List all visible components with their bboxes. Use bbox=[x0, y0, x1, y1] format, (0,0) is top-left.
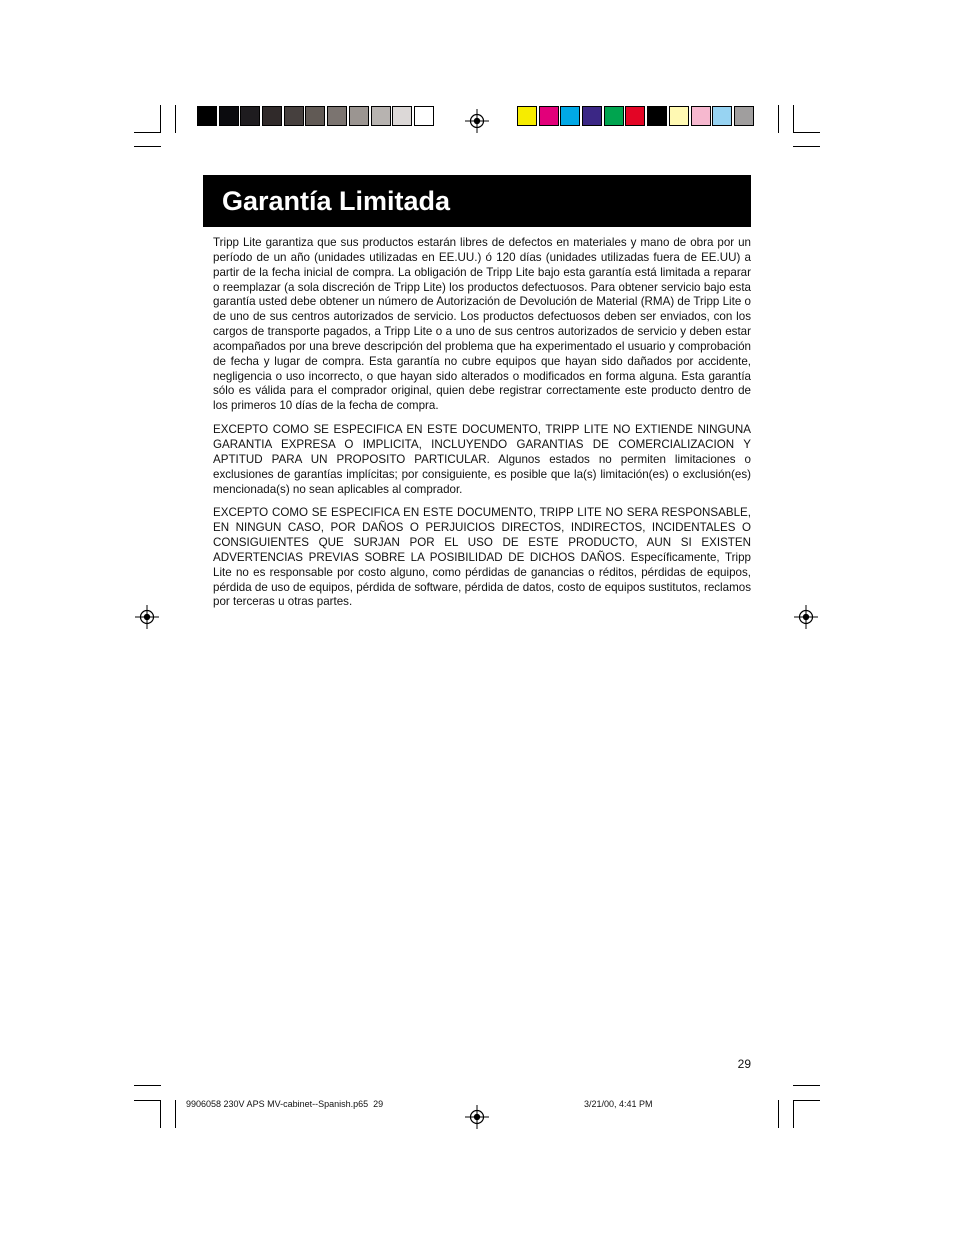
crop-mark bbox=[134, 1085, 161, 1086]
color-swatch bbox=[539, 106, 559, 126]
crop-mark bbox=[175, 105, 176, 133]
paragraph-implied-warranty-disclaimer: EXCEPTO COMO SE ESPECIFICA EN ESTE DOCUMENTO, TRIPP LITE NO EXTIENDE NINGUNA GARANTIA EXPRESA O IMPLICITA, INCLUYENDO GARANTIAS DE COMERCIALIZACION Y APTITUD PARA UN PROPOSITO PARTICULAR. Algunos estados no permiten limitaciones o exclusiones de garantías implícitas; por consiguiente, es posible que la(s) limitación(es) o exclusión(es) mencionada(s) no sean aplicables al comprador. bbox=[213, 423, 751, 496]
footer-file-name bbox=[186, 1099, 383, 1109]
crop-mark bbox=[793, 146, 820, 147]
color-swatch bbox=[414, 106, 434, 126]
grayscale-swatch-strip bbox=[197, 106, 436, 126]
color-swatch bbox=[392, 106, 412, 126]
color-swatch bbox=[349, 106, 369, 126]
warranty-body bbox=[213, 236, 751, 619]
registration-mark-icon bbox=[794, 605, 818, 629]
color-swatch bbox=[647, 106, 667, 126]
footer-timestamp: 3/21/00, 4:41 PM bbox=[584, 1099, 653, 1109]
color-swatch bbox=[517, 106, 537, 126]
crop-mark bbox=[793, 1100, 820, 1101]
footer-file-page: 29 bbox=[373, 1099, 384, 1109]
crop-mark bbox=[793, 132, 820, 133]
color-swatch bbox=[625, 106, 645, 126]
registration-mark-icon bbox=[465, 1105, 489, 1129]
color-swatch bbox=[371, 106, 391, 126]
paragraph-liability-limitation: EXCEPTO COMO SE ESPECIFICA EN ESTE DOCUMENTO, TRIPP LITE NO SERA RESPONSABLE, EN NINGUN CASO, POR DAÑOS O PERJUICIOS DIRECTOS, INDIRECTOS, INCIDENTALES O CONSIGUIENTES QUE SURJAN POR EL USO DE ESTE PRODUCTO, AUN SI EXISTEN ADVERTENCIAS PREVIAS SOBRE LA POSIBILIDAD DE DICHOS DAÑOS. Específicamente, Tripp Lite no es responsable por costo alguno, como pérdidas de ganancias o réditos, pérdidas de equipos, pérdida de uso de equipos, pérdida de software, pérdida de datos, costo de equipos sustitutos, reclamos por terceras u otras partes. bbox=[213, 506, 751, 609]
page-number: 29 bbox=[737, 1057, 751, 1071]
crop-mark bbox=[778, 105, 779, 133]
registration-mark-icon bbox=[465, 109, 489, 133]
crop-mark bbox=[134, 1100, 161, 1101]
registration-mark-icon bbox=[135, 605, 159, 629]
color-swatch-strip bbox=[517, 106, 756, 126]
color-swatch bbox=[284, 106, 304, 126]
color-swatch bbox=[669, 106, 689, 126]
color-swatch bbox=[240, 106, 260, 126]
footer-file-name-text: 9906058 230V APS MV-cabinet--Spanish.p65 bbox=[186, 1099, 369, 1109]
color-swatch bbox=[734, 106, 754, 126]
crop-mark bbox=[793, 105, 794, 133]
color-swatch bbox=[582, 106, 602, 126]
crop-mark bbox=[793, 1085, 820, 1086]
color-swatch bbox=[691, 106, 711, 126]
color-swatch bbox=[262, 106, 282, 126]
color-swatch bbox=[219, 106, 239, 126]
crop-mark bbox=[175, 1100, 176, 1128]
crop-mark bbox=[160, 1100, 161, 1128]
crop-mark bbox=[778, 1100, 779, 1128]
color-swatch bbox=[560, 106, 580, 126]
paragraph-warranty-terms: Tripp Lite garantiza que sus productos estarán libres de defectos en materiales y mano de obra por un período de un año (unidades utilizadas en EE.UU.) ó 120 días (unidades utilizadas fuera de EE.UU) a partir de la fecha inicial de compra. La obligación de Tripp Lite bajo esta garantía está limitada a reparar o reemplazar (a sola discreción de Tripp Lite) los productos defectuosos. Para obtener servicio bajo esta garantía usted debe obtener un número de Autorización de Devolución de Material (RMA) de Tripp Lite o de uno de sus centros autorizados de servicio. Los productos defectuosos deben ser enviados, con los cargos de transporte pagados, a Tripp Lite o a uno de sus centros autorizados de servicio y deben estar acompañados por una breve descripción del problema que ha experimentado el usuario y comprobación de fecha y lugar de compra. Esta garantía no cubre equipos que hayan sido dañados por accidente, negligencia o uso incorrecto, o que hayan sido alterados o modificados en forma alguna. Esta garantía sólo es válida para el comprador original, quien debe registrar correctamente este producto dentro de los primeros 10 días de la fecha de compra. bbox=[213, 236, 751, 413]
page-title: Garantía Limitada bbox=[203, 175, 751, 227]
crop-mark bbox=[134, 132, 161, 133]
color-swatch bbox=[327, 106, 347, 126]
color-swatch bbox=[197, 106, 217, 126]
color-swatch bbox=[712, 106, 732, 126]
crop-mark bbox=[793, 1100, 794, 1128]
crop-mark bbox=[160, 105, 161, 133]
color-swatch bbox=[305, 106, 325, 126]
crop-mark bbox=[134, 146, 161, 147]
color-swatch bbox=[604, 106, 624, 126]
